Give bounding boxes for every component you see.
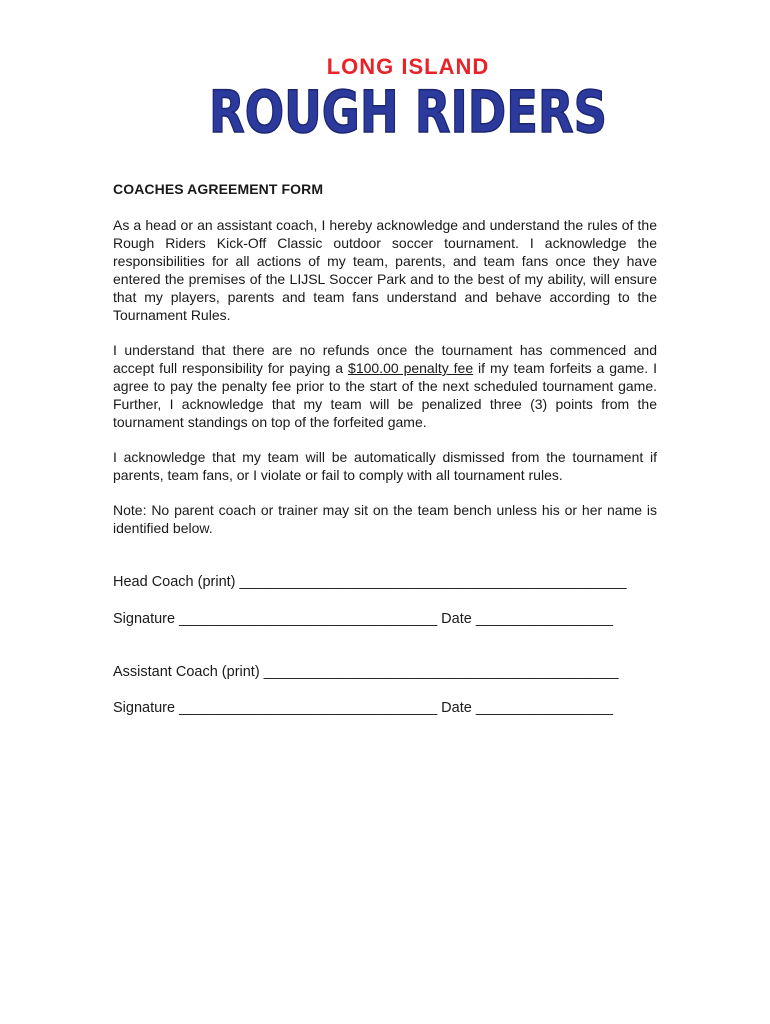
paragraph-note: Note: No parent coach or trainer may sit on the team bench unless his or her name is identified below.	[113, 502, 657, 536]
agreement-body	[113, 180, 657, 537]
assistant-coach-field[interactable]: Assistant Coach (print) ____________________________________________	[113, 664, 619, 680]
paragraph-refunds	[113, 341, 657, 431]
rough-riders-logo	[205, 52, 610, 146]
paragraph-acknowledgement: As a head or an assistant coach, I hereby acknowledge and understand the rules of the Rough Riders Kick-Off Classic outdoor soccer tournament. I acknowledge the responsibilities for all actions of my team, parents, and team fans once they have entered the premises of the LIJSL Soccer Park and to the best of my ability, will ensure that my players, parents and team fans understand and behave according to the Tournament Rules.	[113, 217, 657, 323]
logo-long-island-text: LONG ISLAND	[326, 54, 490, 79]
paragraph-refunds-tail: if my team forfeits a game. I agree to pay the penalty fee prior to the start of the next scheduled tournament game. Further, I acknowledge that my team will be penalized three (3) points from the tournament standings on top of the forfeited game.	[113, 360, 657, 430]
logo-rough-riders-text: ROUGH RIDERS	[209, 78, 607, 146]
penalty-fee-text: $100.00 penalty fee	[348, 360, 474, 376]
paragraph-refunds-lead: I understand that there are no refunds once the tournament has commenced and accept full responsibility for paying a	[113, 342, 657, 376]
assistant-coach-signature-field[interactable]: Signature ________________________________ Date _________________	[113, 700, 613, 716]
head-coach-signature-field[interactable]: Signature ________________________________ Date _________________	[113, 611, 613, 627]
paragraph-dismissal: I acknowledge that my team will be automatically dismissed from the tournament if parents, team fans, or I violate or fail to comply with all tournament rules.	[113, 449, 657, 483]
form-title: COACHES AGREEMENT FORM	[113, 181, 324, 197]
head-coach-field[interactable]: Head Coach (print) ________________________________________________	[113, 574, 627, 590]
